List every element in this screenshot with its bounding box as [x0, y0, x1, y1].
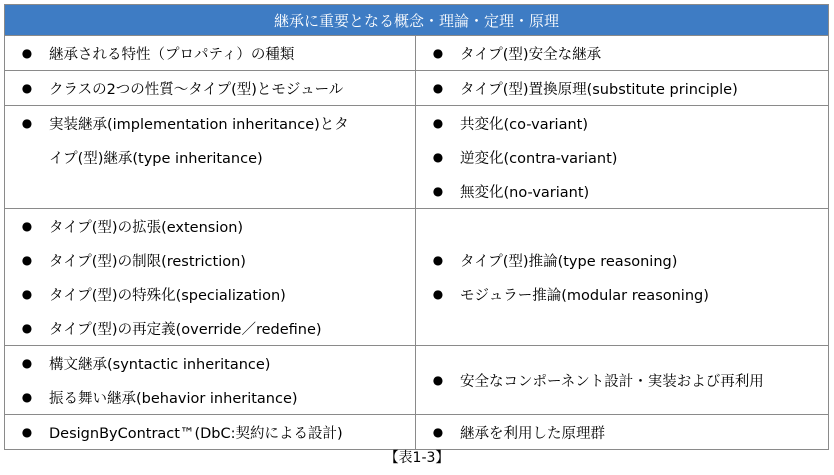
left-cell: [5, 209, 416, 345]
table-row: [5, 106, 828, 209]
list-item: [416, 36, 828, 70]
item-text: タイプ(型)安全な継承: [460, 46, 602, 63]
list-item: [416, 174, 828, 208]
right-cell: [416, 71, 828, 105]
bullet-icon: ●: [432, 287, 444, 301]
bullet-icon: ●: [432, 373, 444, 387]
item-text: タイプ(型)の制限(restriction): [49, 253, 246, 270]
bullet-icon: ●: [21, 46, 33, 60]
item-text: 構文継承(syntactic inheritance): [49, 356, 271, 373]
list-item: [5, 277, 415, 311]
list-item: [5, 346, 415, 380]
list-item: [5, 380, 415, 414]
list-item: [416, 243, 828, 277]
item-text: 振る舞い継承(behavior inheritance): [49, 390, 298, 407]
list-item: [5, 71, 415, 105]
bullet-icon: ●: [21, 219, 33, 233]
list-item: [416, 106, 828, 140]
list-item: [5, 415, 415, 449]
concept-table: [4, 4, 829, 450]
list-item: [416, 363, 828, 397]
list-item: [416, 140, 828, 174]
bullet-icon: ●: [21, 287, 33, 301]
list-item: [5, 106, 415, 140]
list-item: [5, 36, 415, 70]
bullet-icon: ●: [432, 253, 444, 267]
item-text: 継承を利用した原理群: [460, 425, 605, 442]
item-text: 安全なコンポーネント設計・実装および再利用: [460, 373, 764, 390]
item-text: 逆変化(contra-variant): [460, 150, 618, 167]
bullet-icon: ●: [21, 116, 33, 130]
list-item: [416, 415, 828, 449]
right-cell: [416, 209, 828, 345]
item-text: タイプ(型)の拡張(extension): [49, 219, 244, 236]
item-text: タイプ(型)の特殊化(specialization): [49, 287, 286, 304]
left-cell: [5, 71, 416, 105]
item-text: タイプ(型)置換原理(substitute principle): [460, 81, 738, 98]
right-cell: [416, 346, 828, 414]
item-text: 無変化(no-variant): [460, 184, 590, 201]
bullet-icon: ●: [432, 150, 444, 164]
list-item-continuation: [5, 140, 415, 174]
bullet-icon: ●: [432, 184, 444, 198]
right-cell: [416, 36, 828, 70]
bullet-icon: ●: [21, 356, 33, 370]
bullet-icon: ●: [21, 81, 33, 95]
bullet-icon: ●: [432, 46, 444, 60]
bullet-icon: ●: [432, 81, 444, 95]
item-text: DesignByContract™(DbC:契約による設計): [49, 425, 343, 442]
list-item: [5, 311, 415, 345]
bullet-icon: ●: [21, 425, 33, 439]
left-cell: [5, 415, 416, 449]
item-text: 継承される特性（プロパティ）の種類: [49, 46, 295, 63]
table-title: 継承に重要となる概念・理論・定理・原理: [273, 11, 559, 30]
bullet-icon: ●: [432, 116, 444, 130]
table-row: [5, 209, 828, 346]
left-cell: [5, 346, 416, 414]
list-item: [5, 209, 415, 243]
item-text: 共変化(co-variant): [460, 116, 588, 133]
list-item: [416, 277, 828, 311]
right-cell: [416, 106, 828, 208]
table-row: [5, 71, 828, 106]
left-cell: [5, 36, 416, 70]
table-row: [5, 36, 828, 71]
table-caption: 【表1-3】: [384, 450, 450, 466]
table-header: [5, 5, 828, 36]
table-row: [5, 415, 828, 449]
list-item: [416, 71, 828, 105]
bullet-icon: ●: [21, 390, 33, 404]
list-item: [5, 243, 415, 277]
bullet-icon: ●: [432, 425, 444, 439]
left-cell: [5, 106, 416, 208]
item-text: 実装継承(implementation inheritance)とタ: [49, 116, 349, 133]
table-row: [5, 346, 828, 415]
item-text: タイプ(型)の再定義(override／redefine): [49, 321, 322, 338]
right-cell: [416, 415, 828, 449]
item-text: イプ(型)継承(type inheritance): [49, 150, 263, 167]
bullet-icon: ●: [21, 253, 33, 267]
bullet-icon: ●: [21, 321, 33, 335]
item-text: タイプ(型)推論(type reasoning): [460, 253, 678, 270]
item-text: モジュラー推論(modular reasoning): [460, 287, 709, 304]
item-text: クラスの2つの性質～タイプ(型)とモジュール: [49, 81, 344, 98]
